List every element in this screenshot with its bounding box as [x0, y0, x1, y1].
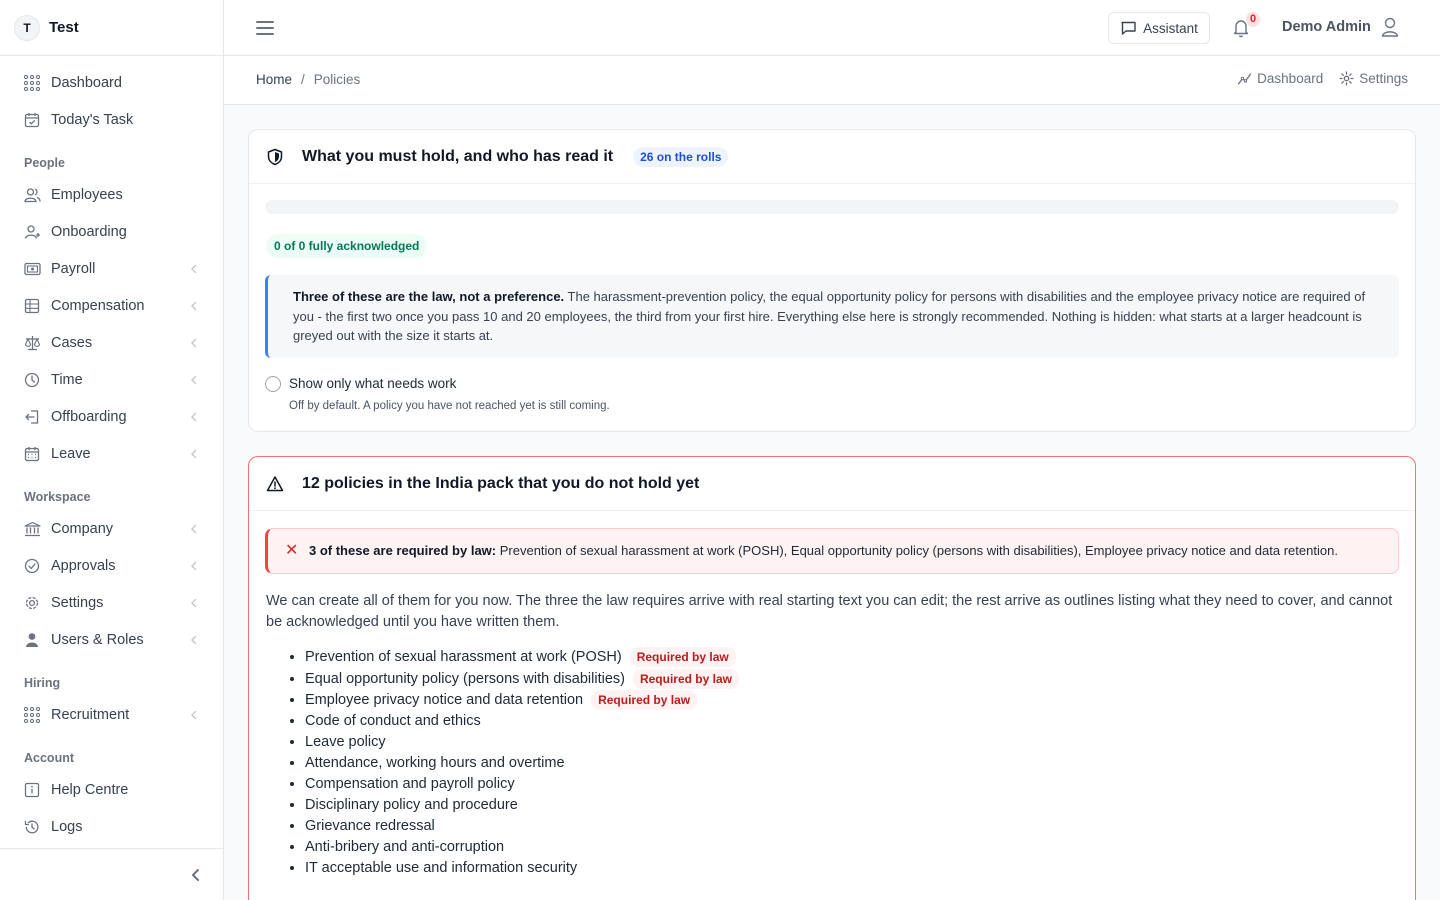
notification-count-badge: 0: [1246, 12, 1260, 27]
list-item: [305, 732, 1415, 753]
user-shield-icon: [23, 631, 41, 649]
policy-name: IT acceptable use and information security: [305, 860, 578, 876]
sidebar-item-settings[interactable]: [0, 584, 223, 621]
payroll-icon: [23, 260, 41, 278]
policy-name: Anti-bribery and anti-corruption: [305, 839, 505, 855]
card-header: [249, 457, 1415, 511]
list-item: [305, 858, 1415, 879]
policy-name: Attendance, working hours and overtime: [305, 755, 565, 771]
dashboard-link-label: Dashboard: [1257, 71, 1324, 86]
alert-heading: 3 of these are required by law:: [309, 543, 497, 558]
acknowledgement-progress-bar: [265, 200, 1399, 214]
chevron-left-icon: [190, 598, 197, 608]
sidebar-item-help-centre[interactable]: [0, 771, 223, 808]
card-title: What you must hold, and who has read it: [302, 147, 614, 165]
list-item: [305, 690, 1415, 711]
required-by-law-badge: Required by law: [591, 690, 697, 710]
shield-icon: [265, 147, 285, 167]
sidebar-section-hiring: Hiring: [24, 676, 61, 690]
sidebar-item-label: Leave: [51, 445, 91, 462]
list-item: [305, 837, 1415, 858]
collapse-sidebar-icon[interactable]: [189, 868, 203, 882]
user-avatar-icon[interactable]: [1380, 16, 1400, 38]
policy-name: Prevention of sexual harassment at work (POSH): [305, 649, 622, 665]
sidebar-item-label: Today's Task: [51, 111, 134, 128]
user-plus-icon: [23, 223, 41, 241]
legal-info-heading: Three of these are the law, not a preference.: [293, 289, 565, 304]
needs-work-label: Show only what needs work: [289, 376, 457, 391]
warning-triangle-icon: [265, 474, 285, 494]
policy-holdings-card: [248, 129, 1416, 432]
sidebar-item-time[interactable]: [0, 361, 223, 398]
missing-policy-list: [305, 647, 1415, 879]
chevron-left-icon: [190, 338, 197, 348]
policy-name: Code of conduct and ethics: [305, 713, 481, 729]
brand[interactable]: [0, 0, 223, 56]
policy-name: Equal opportunity policy (persons with disabilities): [305, 671, 625, 687]
sidebar-item-label: Approvals: [51, 557, 116, 574]
card-header: [249, 130, 1415, 184]
scale-icon: [23, 334, 41, 352]
calendar-check-icon: [23, 111, 41, 129]
sidebar-nav: [0, 56, 223, 845]
sidebar-item-payroll[interactable]: [0, 250, 223, 287]
grid-icon: [23, 74, 41, 92]
info-book-icon: [23, 781, 41, 799]
required-by-law-badge: Required by law: [630, 647, 736, 667]
sidebar-item-compensation[interactable]: [0, 287, 223, 324]
policy-name: Leave policy: [305, 734, 386, 750]
policy-name: Employee privacy notice and data retention: [305, 692, 584, 708]
sidebar-item-label: Compensation: [51, 297, 145, 314]
sidebar-item-leave[interactable]: [0, 435, 223, 472]
sidebar-item-label: Offboarding: [51, 408, 127, 425]
chevron-left-icon: [190, 264, 197, 274]
topbar: [224, 0, 1440, 56]
headcount-badge: 26 on the rolls: [633, 147, 728, 167]
sidebar-item-label: Onboarding: [51, 223, 127, 240]
needs-work-filter[interactable]: [265, 376, 1415, 392]
brand-avatar: T: [14, 15, 40, 41]
sidebar-item-label: Cases: [51, 334, 93, 351]
chevron-left-icon: [190, 561, 197, 571]
clock-icon: [23, 371, 41, 389]
needs-work-hint: Off by default. A policy you have not reached yet is still coming.: [289, 399, 610, 412]
bank-icon: [23, 520, 41, 538]
sidebar-item-recruitment[interactable]: [0, 696, 223, 733]
chevron-left-icon: [190, 412, 197, 422]
sidebar-item-label: Logs: [51, 818, 83, 835]
legal-requirement-alert: [265, 528, 1399, 574]
logout-icon: [23, 408, 41, 426]
chevron-left-icon: [190, 375, 197, 385]
brand-name: Test: [49, 19, 79, 36]
sidebar-item-cases[interactable]: [0, 324, 223, 361]
sidebar-section-account: Account: [24, 751, 74, 765]
sidebar-item-label: Time: [51, 371, 83, 388]
sidebar-item-label: Dashboard: [51, 74, 122, 91]
list-item: [305, 753, 1415, 774]
chevron-left-icon: [190, 449, 197, 459]
chevron-left-icon: [190, 710, 197, 720]
chevron-left-icon: [190, 524, 197, 534]
chevron-left-icon: [190, 635, 197, 645]
assistant-label: Assistant: [1143, 20, 1198, 36]
sidebar-item-onboarding[interactable]: [0, 213, 223, 250]
chat-icon: [1120, 20, 1137, 36]
spreadsheet-icon: [23, 297, 41, 315]
users-icon: [23, 186, 41, 204]
required-by-law-badge: Required by law: [633, 669, 739, 689]
grid-icon: [23, 706, 41, 724]
policy-name: Disciplinary policy and procedure: [305, 797, 518, 813]
sidebar-item-today-s-task[interactable]: [0, 101, 223, 138]
breadcrumb-separator: /: [301, 72, 305, 87]
sidebar-item-label: Company: [51, 520, 114, 537]
menu-toggle-icon[interactable]: [256, 18, 274, 38]
sidebar-item-dashboard[interactable]: [0, 64, 223, 101]
settings-link[interactable]: [1339, 71, 1408, 86]
chevron-left-icon: [190, 301, 197, 311]
sidebar-item-label: Settings: [51, 594, 104, 611]
gear-icon: [23, 594, 41, 612]
sidebar-item-label: Payroll: [51, 260, 96, 277]
breadcrumb-current: Policies: [313, 72, 361, 87]
settings-link-label: Settings: [1359, 71, 1408, 86]
list-item: [305, 647, 1415, 669]
sidebar-item-approvals[interactable]: [0, 547, 223, 584]
list-item: [305, 774, 1415, 795]
list-item: [305, 711, 1415, 732]
breadcrumb-bar: [224, 56, 1440, 105]
user-name[interactable]: Demo Admin: [1282, 19, 1371, 35]
sidebar-item-label: Employees: [51, 186, 123, 203]
sidebar-item-logs[interactable]: [0, 808, 223, 845]
list-item: [305, 669, 1415, 690]
assistant-button[interactable]: [1108, 12, 1210, 44]
sidebar-footer: [0, 848, 223, 900]
card-title: 12 policies in the India pack that you do not hold yet: [302, 474, 700, 492]
sidebar-item-company[interactable]: [0, 510, 223, 547]
sidebar-item-employees[interactable]: [0, 176, 223, 213]
sidebar-item-label: Users & Roles: [51, 631, 144, 648]
policy-name: Compensation and payroll policy: [305, 776, 515, 792]
page-links: [1237, 71, 1408, 86]
list-item: [305, 816, 1415, 837]
legal-info-text: The harassment-prevention policy, the equal opportunity policy for persons with disabilities and the employee privacy notice are required of you - the first two once you pass 10 and 20 employees, the third from your first hire. Everything else here is strongly recommended. Nothing is hidden: what starts at a larger headcount is greyed out with the size it starts at.: [293, 289, 1366, 343]
dashboard-link[interactable]: [1237, 71, 1323, 86]
needs-work-radio[interactable]: [265, 376, 281, 392]
breadcrumb-home[interactable]: Home: [256, 72, 293, 87]
calendar-icon: [23, 445, 41, 463]
history-icon: [23, 818, 41, 836]
sidebar-item-label: Recruitment: [51, 706, 130, 723]
policy-name: Grievance redressal: [305, 818, 435, 834]
gear-icon: [1339, 71, 1354, 86]
list-item: [305, 795, 1415, 816]
acknowledgement-status-badge: 0 of 0 fully acknowledged: [266, 234, 427, 258]
missing-policies-card: [248, 456, 1416, 900]
chart-line-icon: [1237, 71, 1252, 86]
alert-text: Prevention of sexual harassment at work (POSH), Equal opportunity policy (persons with disabilities), Employee privacy notice and data retention.: [496, 543, 1338, 558]
sidebar-section-people: People: [24, 156, 65, 170]
sidebar-section-workspace: Workspace: [24, 490, 91, 504]
legal-info-callout: [265, 275, 1399, 358]
sidebar-item-offboarding[interactable]: [0, 398, 223, 435]
breadcrumb: [256, 72, 360, 87]
close-x-icon: ✕: [285, 542, 299, 559]
sidebar: [0, 0, 224, 900]
create-policies-description: We can create all of them for you now. The three the law requires arrive with real starting text you can edit; the rest arrive as outlines listing what they need to cover, and cannot be acknowledged until you have written them.: [266, 593, 1393, 630]
sidebar-item-users-roles[interactable]: [0, 621, 223, 658]
check-circle-icon: [23, 557, 41, 575]
sidebar-item-label: Help Centre: [51, 781, 129, 798]
